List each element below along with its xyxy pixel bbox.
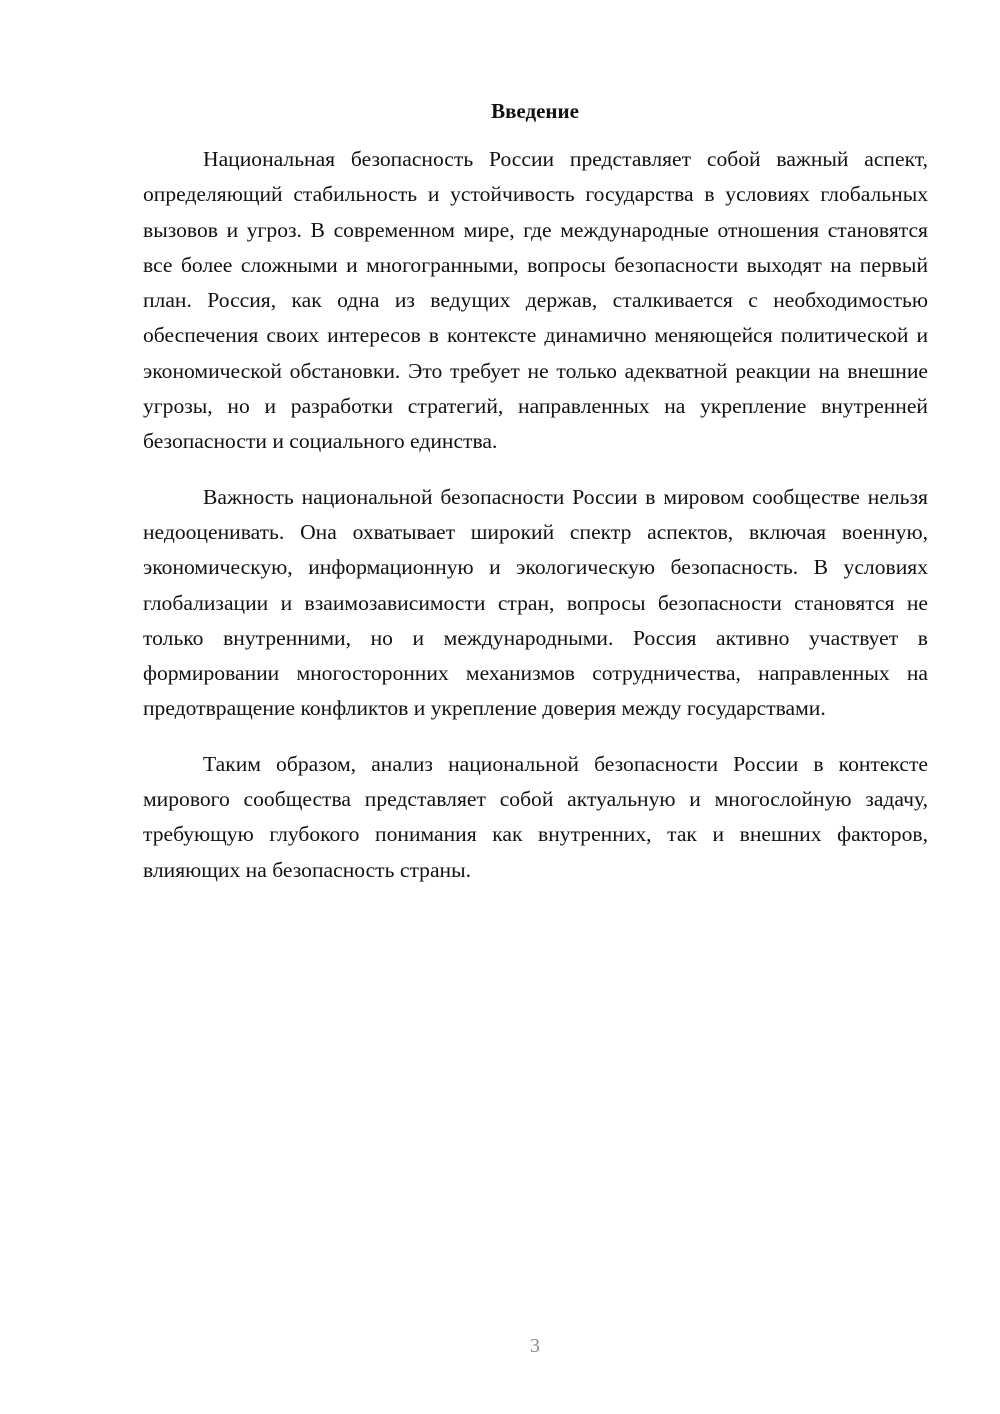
paragraph-1: Национальная безопасность России представляет собой важный аспект, определяющий стабильность и устойчивость государства в условиях глобальных вызовов и угроз. В современном мире, где международные отношения становятся все более сложными и многогранными, вопросы безопасности выходят на первый план. Россия, как одна из ведущих держав, сталкивается с необходимостью обеспечения своих интересов в контексте динамично меняющейся политической и экономической обстановки. Это требует не только адекватной реакции на внешние угрозы, но и разработки стратегий, направленных на укрепление внутренней безопасности и социального единства.	[143, 147, 928, 454]
body-text	[143, 142, 928, 908]
page-number: 3	[530, 1335, 540, 1357]
paragraph-3: Таким образом, анализ национальной безопасности России в контексте мирового сообщества представляет собой актуальную и многослойную задачу, требующую глубокого понимания как внутренних, так и внешних факторов, влияющих на безопасность страны.	[143, 751, 928, 882]
section-title: Введение	[491, 99, 579, 123]
paragraph-2: Важность национальной безопасности России в мировом сообществе нельзя недооценивать. Она охватывает широкий спектр аспектов, включая военную, экономическую, информационную и экологическую безопасность. В условиях глобализации и взаимозависимости стран, вопросы безопасности становятся не только внутренними, но и международными. Россия активно участвует в формировании многосторонних механизмов сотрудничества, направленных на предотвращение конфликтов и укрепление доверия между государствами.	[143, 484, 928, 721]
